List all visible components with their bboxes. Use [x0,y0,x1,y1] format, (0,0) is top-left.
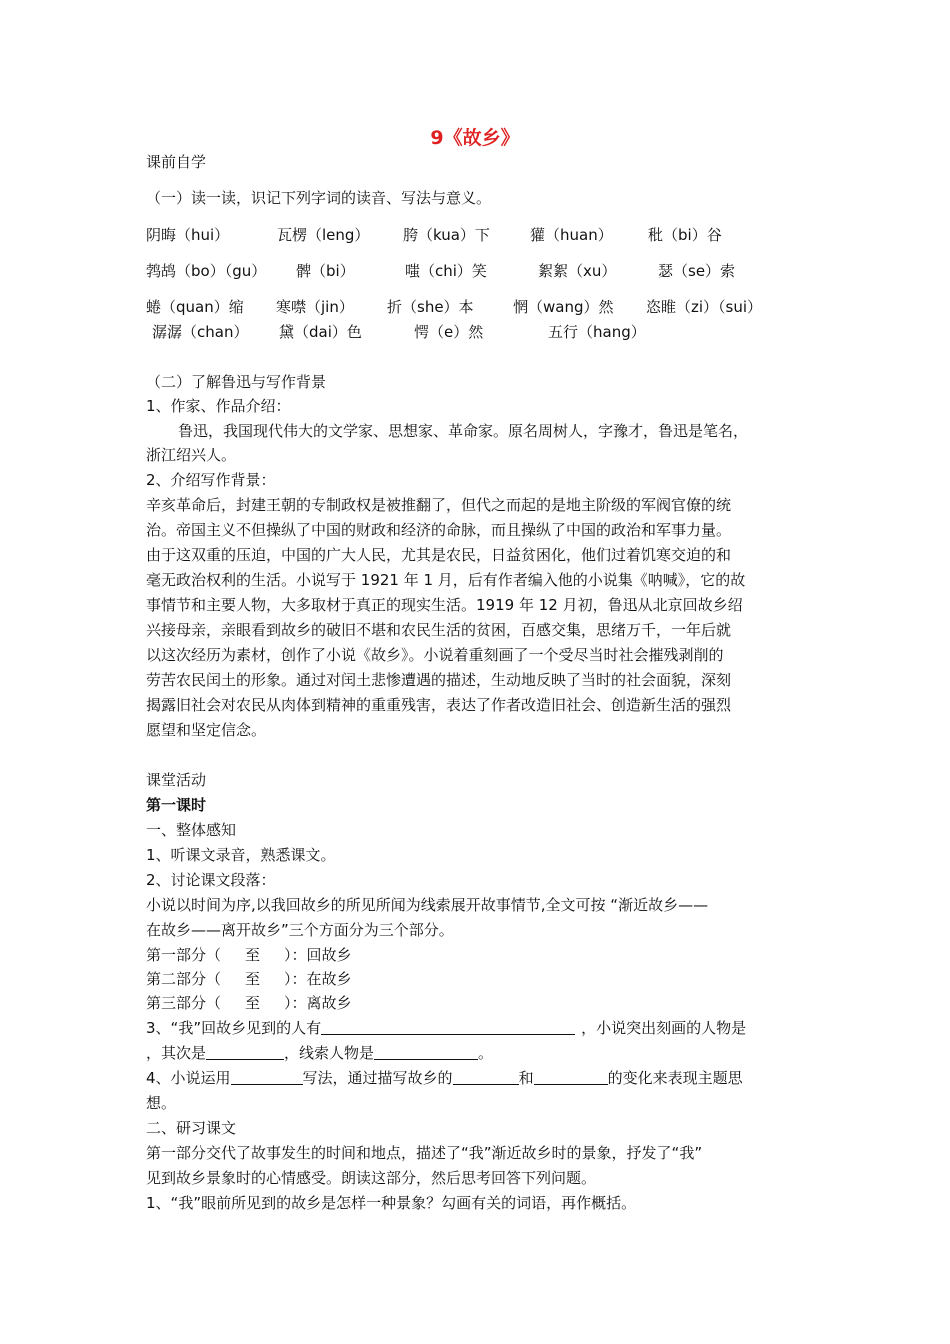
part-label: 第二部分（ [146,970,222,988]
part-label: 第三部分（ [146,994,222,1012]
part2-heading: （二）了解鲁迅与写作背景 [146,373,327,391]
part-row [146,945,352,965]
vocab-item: 胯（kua）下 [403,226,490,244]
vocab-item: 嗤（chi）笑 [405,262,487,280]
answer-blank[interactable] [231,1069,303,1085]
overview-heading: 一、整体感知 [146,821,237,839]
task-item: 2、讨论课文段落： [146,871,276,889]
question-4 [146,1068,743,1088]
part-row [146,993,352,1013]
study-question-1: 1、“我”眼前所见到的故乡是怎样一种景象？勾画有关的词语，再作概括。 [146,1194,637,1212]
part-to: 至 [245,970,261,988]
background-text-line: 愿望和坚定信念。 [146,721,267,739]
question-3 [146,1018,746,1038]
answer-blank[interactable] [206,1044,284,1060]
vocab-item: 瓦楞（leng） [277,226,370,244]
answer-blank[interactable] [321,1019,575,1035]
background-heading: 2、介绍写作背景： [146,471,276,489]
study-heading: 二、研习课文 [146,1119,237,1137]
vocab-item: 寒噤（jin） [276,298,354,316]
section-heading-pre-study: 课前自学 [146,153,207,171]
vocab-item: 恣睢（zi）（sui） [646,298,763,316]
question-text: 和 [518,1069,534,1087]
answer-blank[interactable] [374,1044,478,1060]
study-text-line: 第一部分交代了故事发生的时间和地点，描述了“我”渐近故乡时的景象，抒发了“我” [146,1144,703,1162]
author-heading: 1、作家、作品介绍： [146,397,291,415]
vocab-item: 蜷（quan）缩 [146,298,244,316]
background-text-line: 事情节和主要人物，大多取材于真正的现实生活。1919 年 12 月初，鲁迅从北京回故乡绍 [146,596,743,614]
question-text: 写法，通过描写故乡的 [302,1069,453,1087]
structure-text-line: 小说以时间为序,以我回故乡的所见所闻为线索展开故事情节,全文可按 “渐近故乡—— [146,896,709,914]
background-text-line: 揭露旧社会对农民从肉体到精神的重重残害，表达了作者改造旧社会、创造新生活的强烈 [146,696,732,714]
background-text-line: 辛亥革命后，封建王朝的专制政权是被推翻了，但代之而起的是地主阶级的军阀官僚的统 [146,496,732,514]
question-3-cont [146,1043,493,1063]
answer-blank[interactable] [453,1069,519,1085]
background-text-line: 由于这双重的压迫，中国的广大人民，尤其是农民，日益贫困化，他们过着饥寒交迫的和 [146,546,732,564]
background-text-line: 毫无政治权利的生活。小说写于 1921 年 1 月，后有作者编入他的小说集《呐喊》，它的故 [146,571,746,589]
part-end: ）：在故乡 [284,970,352,988]
question-text: 4、小说运用 [146,1069,231,1087]
vocab-item: 愕（e）然 [414,323,484,341]
vocab-item: 獾（huan） [530,226,613,244]
author-text-line: 浙江绍兴人。 [146,446,237,464]
document-title: 9《故乡》 [430,127,520,149]
question-4-cont: 想。 [146,1094,177,1112]
part-label: 第一部分（ [146,946,222,964]
part-to: 至 [245,994,261,1012]
background-text-line: 治。帝国主义不但操纵了中国的财政和经济的命脉，而且操纵了中国的政治和军事力量。 [146,521,732,539]
vocab-item: 秕（bi）谷 [648,226,722,244]
vocab-item: 折（she）本 [387,298,474,316]
vocab-item: 黛（dai）色 [279,323,362,341]
question-text: ，线索人物是 [284,1044,375,1062]
part-row [146,969,352,989]
structure-text-line: 在故乡——离开故乡”三个方面分为三个部分。 [146,921,454,939]
lesson-heading: 第一课时 [146,796,207,814]
vocab-item: 鹁鸪（bo）（gu） [146,262,267,280]
question-text: 3、“我”回故乡见到的人有 [146,1019,322,1037]
vocab-item: 五行（hang） [548,323,646,341]
task-item: 1、听课文录音，熟悉课文。 [146,846,336,864]
answer-blank[interactable] [534,1069,608,1085]
part-end: ）：回故乡 [284,946,352,964]
section-heading-class-activity: 课堂活动 [146,771,207,789]
background-text-line: 劳苦农民闰土的形象。通过对闰土悲惨遭遇的描述，生动地反映了当时的社会面貌，深刻 [146,671,732,689]
part-to: 至 [245,946,261,964]
question-text: ，其次是 [146,1044,207,1062]
question-text: 。 [478,1044,494,1062]
part-end: ）：离故乡 [284,994,352,1012]
vocab-item: 髀（bi） [296,262,355,280]
vocab-item: 絮絮（xu） [538,262,617,280]
question-text: 的变化来表现主题思 [607,1069,743,1087]
vocab-item: 惘（wang）然 [513,298,614,316]
part1-heading: （一）读一读，识记下列字词的读音、写法与意义。 [146,189,492,207]
study-text-line: 见到故乡景象时的心情感受。朗读这部分，然后思考回答下列问题。 [146,1169,597,1187]
vocab-item: 瑟（se）索 [658,262,736,280]
background-text-line: 兴接母亲，亲眼看到故乡的破旧不堪和农民生活的贫困，百感交集，思绪万千，一年后就 [146,621,732,639]
author-text-line: 鲁迅，我国现代伟大的文学家、思想家、革命家。原名周树人，字豫才，鲁迅是笔名， [178,422,749,440]
question-text: ，小说突出刻画的人物是 [581,1019,747,1037]
background-text-line: 以这次经历为素材，创作了小说《故乡》。小说着重刻画了一个受尽当时社会摧残剥削的 [146,646,724,664]
vocab-item: 阴晦（hui） [146,226,230,244]
vocab-item: 潺潺（chan） [152,323,249,341]
